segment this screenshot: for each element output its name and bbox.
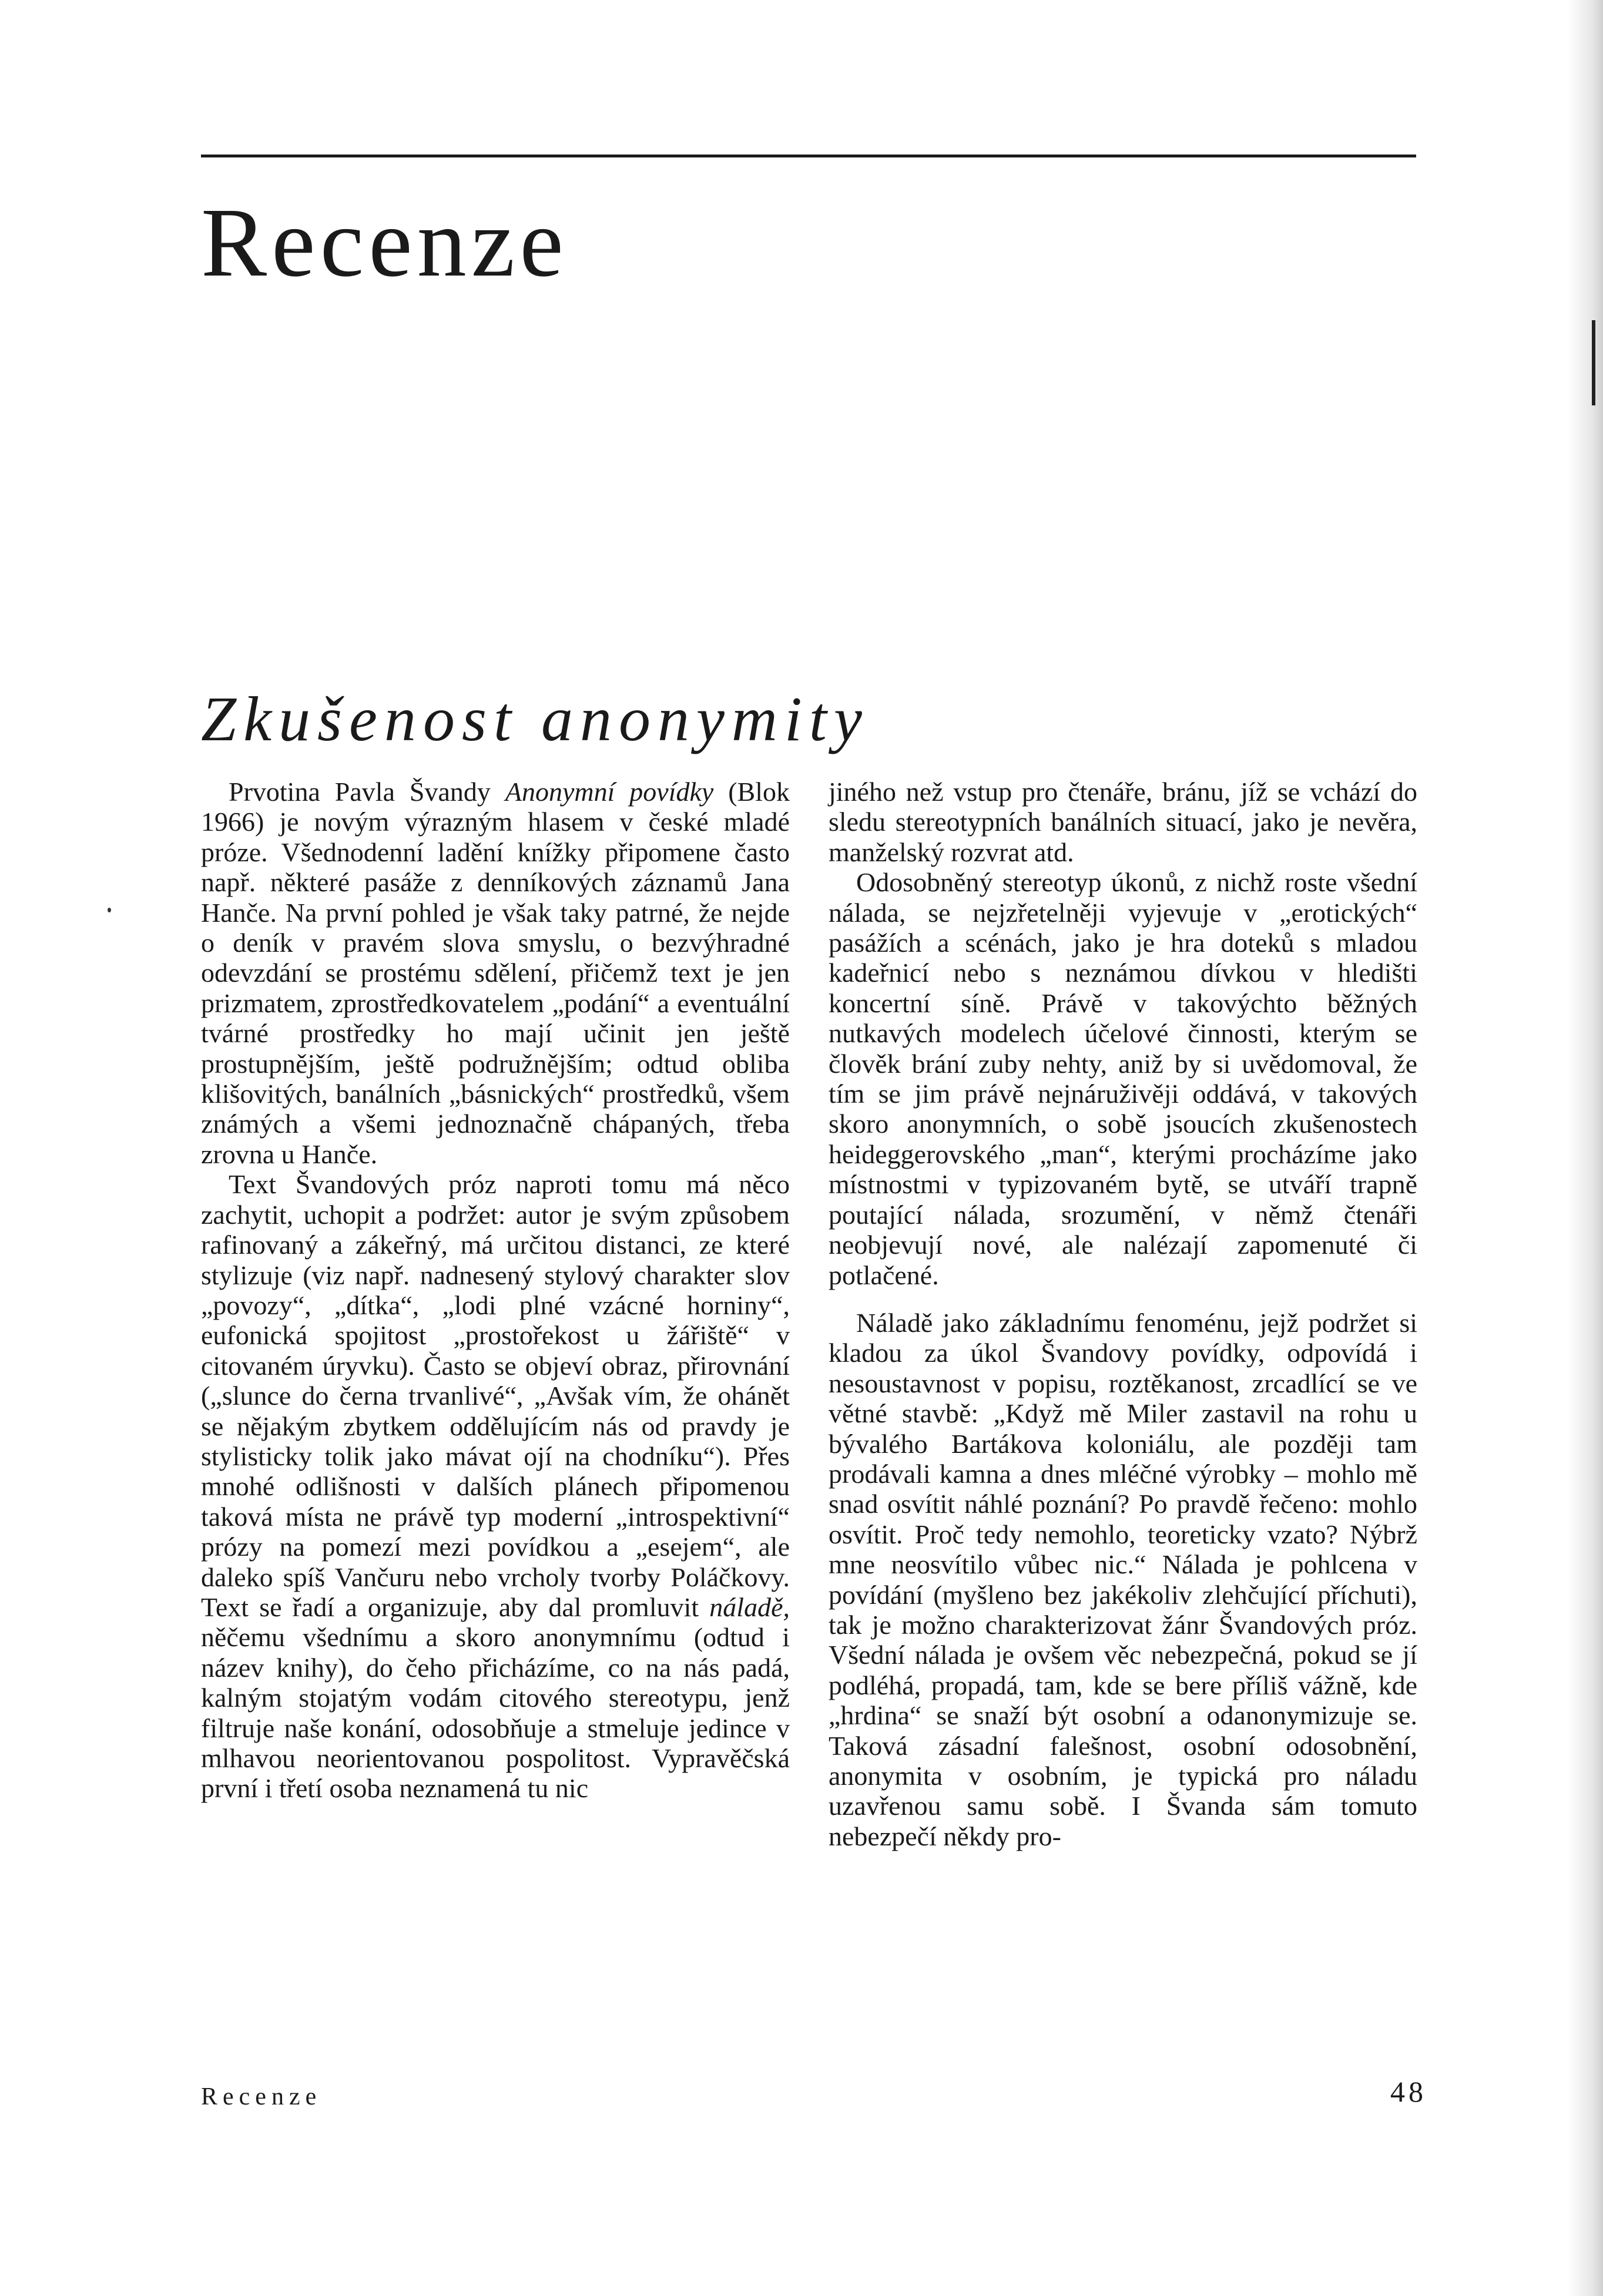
page-number: 48: [1390, 2075, 1427, 2108]
article-title: Zkušenost anonymity: [201, 684, 869, 754]
right-column: [829, 777, 1417, 1851]
left-column: [201, 777, 790, 1804]
paragraph: jiného než vstup pro čtenáře, bránu, jíž se vchází do sledu stereotypních banálních situací, jako je nevěra, manželský rozvrat atd.: [829, 777, 1417, 867]
section-title: Recenze: [201, 188, 568, 297]
top-rule: [201, 155, 1416, 157]
paragraph: Odosobněný stereotyp úkonů, z nichž roste všední nálada, se nejzřetelněji vyjevuje v „erotických“ pasážích a scénách, jako je hra doteků s mladou kadeřnicí nebo s neznámou dívkou v hledišti koncertní síně. Právě v takovýchto běžných nutkavých modelech účelové činnosti, kterým se člověk brání zuby nehty, aniž by si uvědomoval, že tím se jim právě nejnáruživěji oddává, v takových skoro anonymních, o sobě jsoucích zkušenostech heideggerovského „man“, kterými procházíme jako místnostmi v typizovaném bytě, se utváří trapně poutající nálada, srozumění, v němž čtenáři neobjevují nové, ale nalézají zapomenuté či potlačené.: [829, 867, 1417, 1290]
page-edge-shadow: [1568, 0, 1603, 2296]
running-head: Recenze: [201, 2083, 322, 2110]
page-edge-mark: [1592, 320, 1595, 405]
print-speck: [108, 908, 111, 912]
paragraph: Text Švandových próz naproti tomu má něco zachytit, uchopit a podržet: autor je svým způsobem rafinovaný a zákeřný, má určitou distanci, ze které stylizuje (viz např. nadnesený stylový charakter slov „povozy“, „dítka“, „lodi plné vzácné horniny“, eufonická spojitost „prostořekost u žářiště“ v citovaném úryvku). Často se objeví obraz, přirovnání („slunce do černa trvanlivé“, „Avšak vím, že ohánět se nějakým zbytkem oddělujícím nás od pravdy je stylisticky tolik jako mávat ojí na chodníku“). Přes mnohé odlišnosti v dalších plánech připomenou taková místa ne právě typ moderní „introspektivní“ prózy na pomezí mezi povídkou a „esejem“, ale daleko spíš Vančuru nebo vrcholy tvorby Poláčkovy. Text se řadí a organizuje, aby dal promluvit náladě, něčemu všednímu a skoro anonymnímu (odtud i název knihy), do čeho přicházíme, co na nás padá, kalným stojatým vodám citového stereotypu, jenž filtruje naše konání, odosobňuje a stmeluje jedince v mlhavou neorientovanou pospolitost. Vypravěčská první i třetí osoba neznamená tu nic: [201, 1169, 790, 1804]
paragraph: Náladě jako základnímu fenoménu, jejž podržet si kladou za úkol Švandovy povídky, odpovídá i nesoustavnost v popisu, roztěkanost, zrcadlící se ve větné stavbě: „Když mě Miler zastavil na rohu u bývalého Bartákova koloniálu, ale později tam prodávali kamna a dnes mléčné výrobky – mohlo mě snad osvítit náhlé poznání? Po pravdě řečeno: mohlo osvítit. Proč tedy nemohlo, teoreticky vzato? Nýbrž mne neosvítilo vůbec nic.“ Nálada je pohlcena v povídání (myšleno bez jakékoliv zlehčující příchuti), tak je možno charakterizovat žánr Švandových próz. Všední nálada je ovšem věc nebezpečná, pokud se jí podléhá, propadá, tam, kde se bere příliš vážně, kde „hrdina“ se snaží být osobní a odanonymizuje se. Taková zásadní falešnost, osobní odosobnění, anonymita v osobním, je typická pro náladu uzavřenou samu sobě. I Švanda sám tomuto nebezpečí někdy pro-: [829, 1307, 1417, 1851]
paragraph: Prvotina Pavla Švandy Anonymní povídky (Blok 1966) je novým výrazným hlasem v české mladé próze. Všednodenní ladění knížky připomene často např. některé pasáže z denníkových záznamů Jana Hanče. Na první pohled je však taky patrné, že nejde o deník v pravém slova smyslu, o bezvýhradné odevzdání se prostému sdělení, přičemž text je jen prizmatem, zprostředkovatelem „podání“ a eventuální tvárné prostředky ho mají učinit jen ještě prostupnějším, ještě podružnějším; odtud obliba klišovitých, banálních „básnických“ prostředků, všem známých a všemi jednoznačně chápaných, třeba zrovna u Hanče.: [201, 777, 790, 1169]
